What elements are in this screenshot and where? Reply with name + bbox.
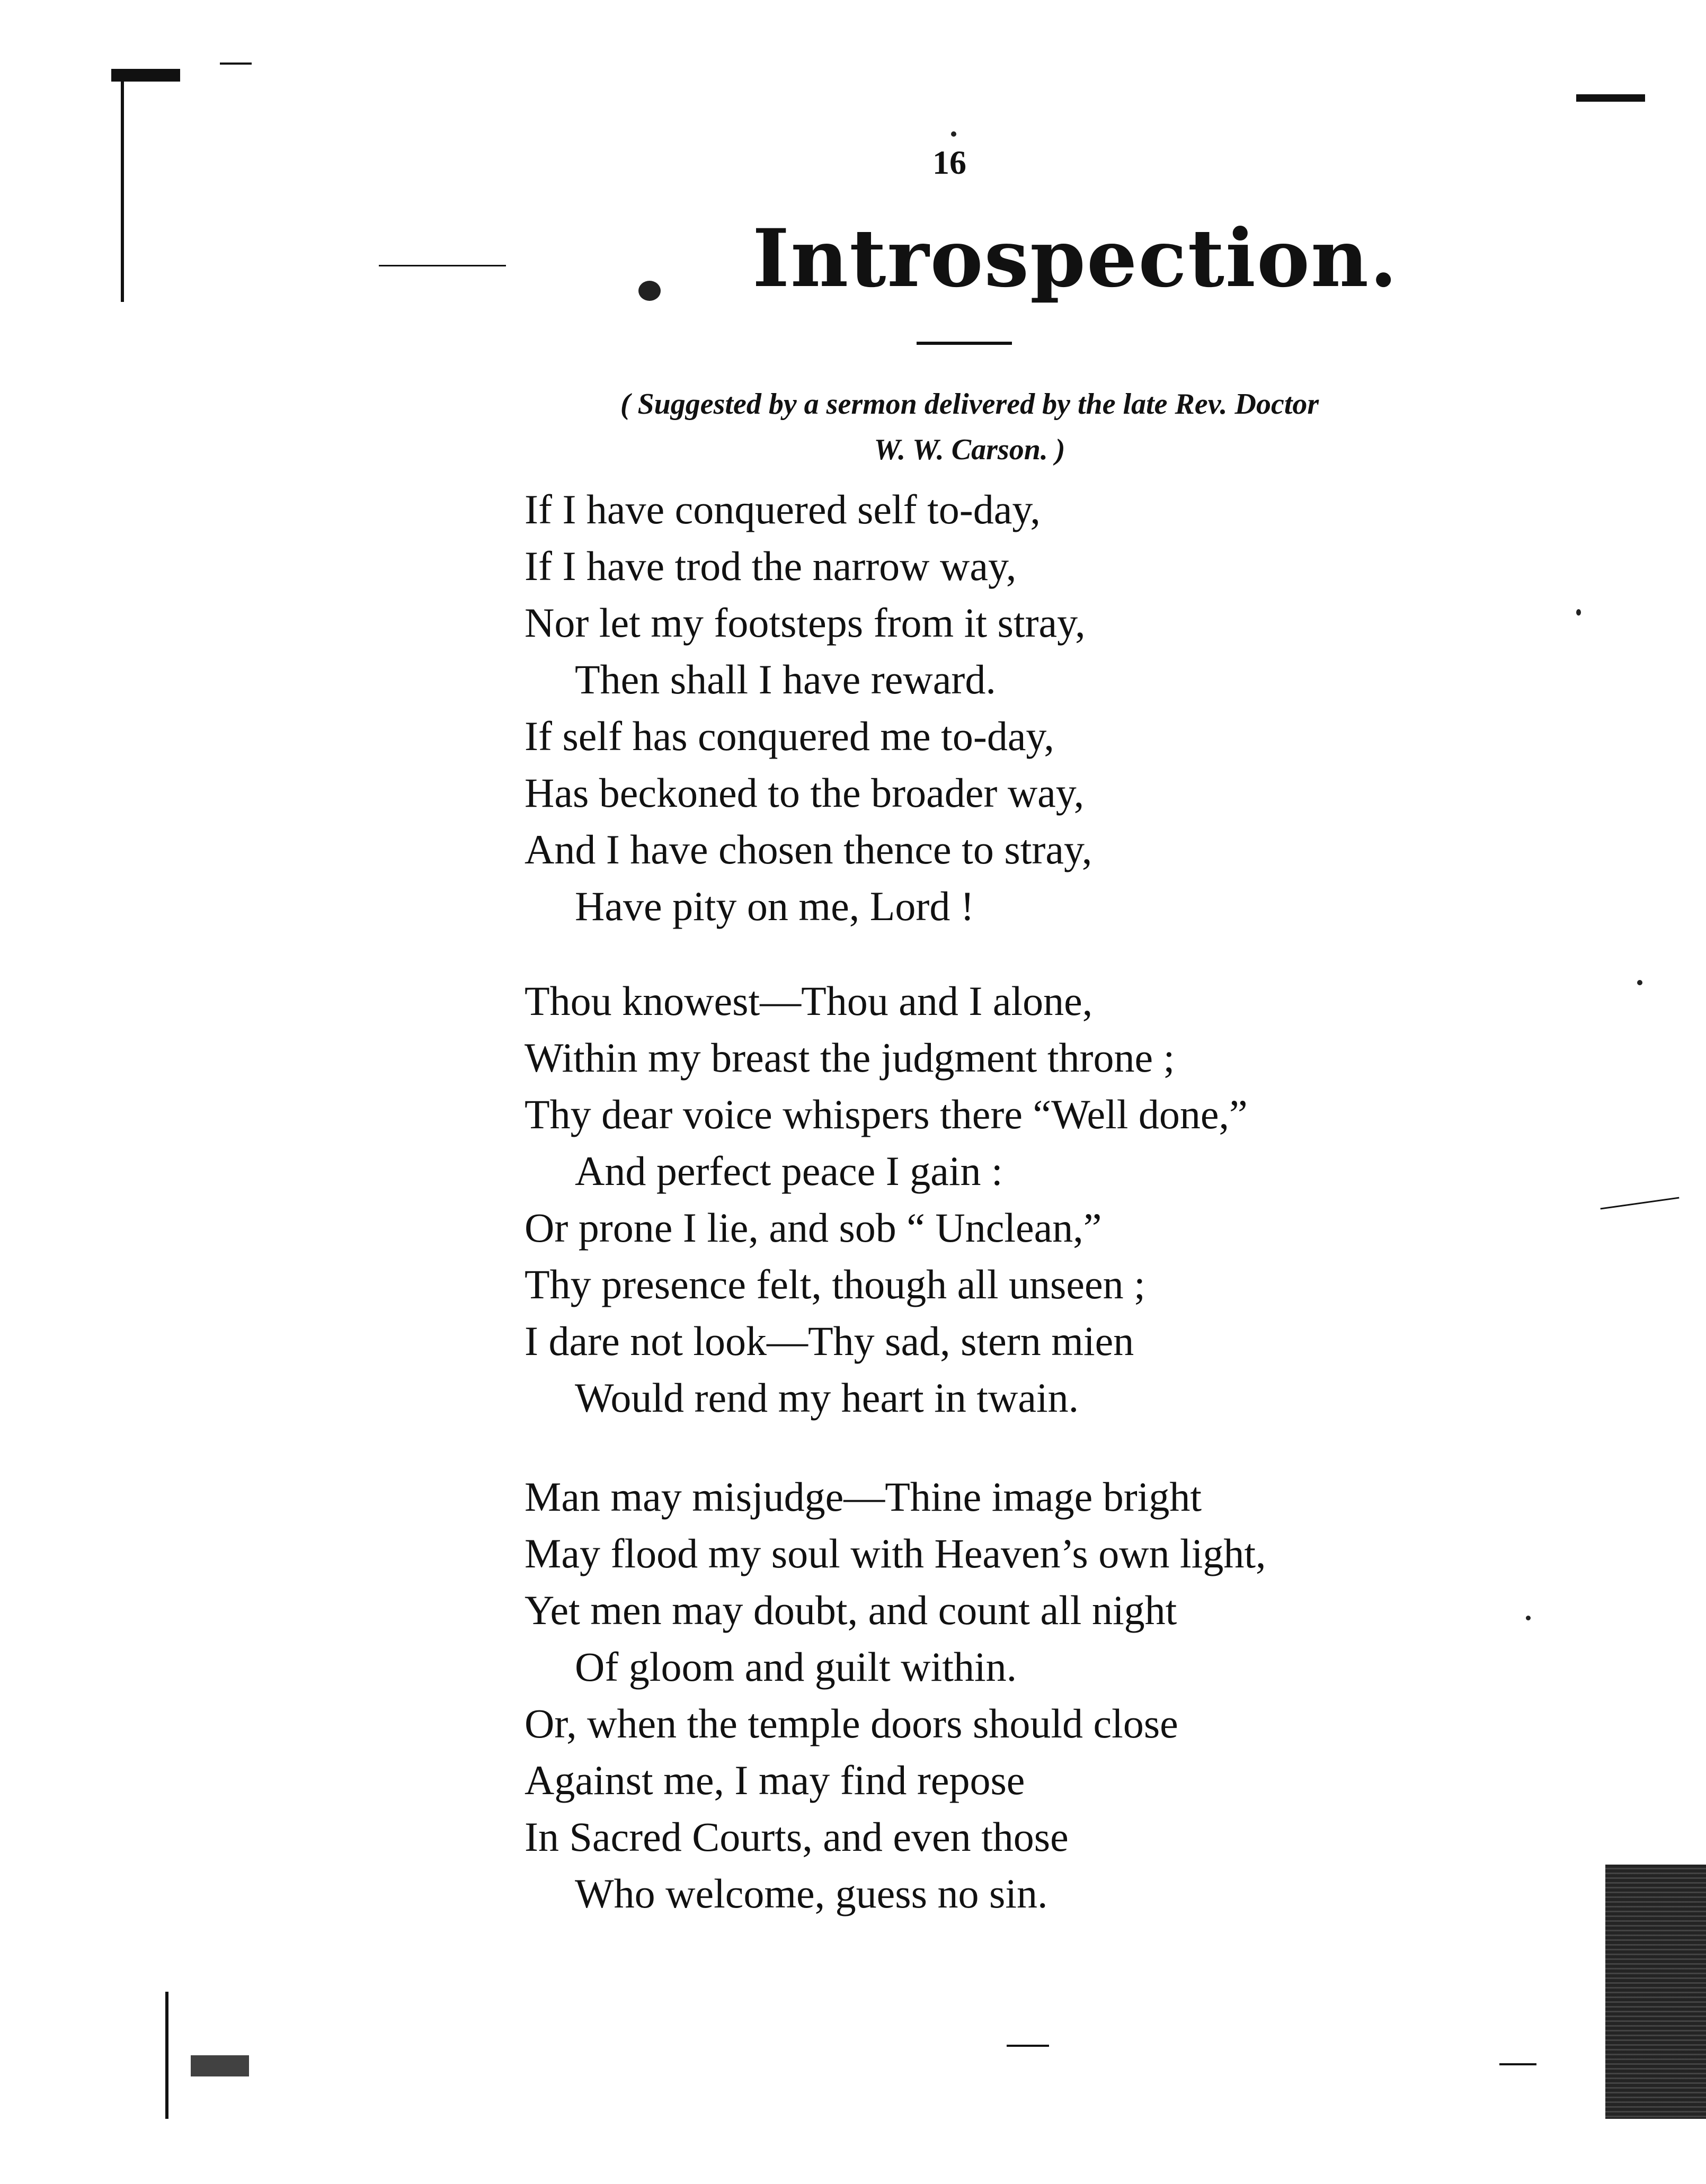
scan-speck <box>1637 980 1642 985</box>
subtitle-line: ( Suggested by a sermon delivered by the late Rev. Doctor <box>620 388 1319 421</box>
scan-right-edge-shadow <box>1605 1865 1706 2119</box>
scan-bottom-right-dash <box>1499 2063 1536 2065</box>
verse-line: If self has conquered me to-day, <box>525 713 1054 759</box>
subtitle-line: W. W. Carson. ) <box>874 433 1065 466</box>
stanza-2 <box>525 973 1478 1426</box>
verse-line: In Sacred Courts, and even those <box>525 1814 1069 1860</box>
verse-line: Of gloom and guilt within. <box>575 1644 1017 1690</box>
stanza-3 <box>525 1468 1478 1922</box>
stanza-1 <box>525 481 1478 934</box>
verse-line: Would rend my heart in twain. <box>575 1375 1079 1421</box>
scan-left-dash <box>220 63 252 65</box>
verse-line: Or, when the temple doors should close <box>525 1700 1178 1746</box>
scan-bottom-dash <box>1007 2045 1049 2047</box>
verse-line: Yet men may doubt, and count all night <box>525 1587 1177 1633</box>
scan-speck <box>951 131 956 137</box>
verse-line: Thy dear voice whispers there “Well done,” <box>525 1091 1248 1137</box>
scan-speck <box>1526 1616 1531 1620</box>
verse-line: If I have trod the narrow way, <box>525 543 1017 589</box>
scan-speck <box>1576 609 1581 616</box>
verse-line: I dare not look—Thy sad, stern mien <box>525 1318 1134 1364</box>
poem-title: Introspection. <box>752 212 1399 305</box>
scan-left-lower-bar <box>191 2055 249 2076</box>
scan-title-dash <box>379 265 506 266</box>
verse-line: Then shall I have reward. <box>575 656 996 702</box>
page-number: 16 <box>932 144 966 181</box>
title-rule <box>917 342 1012 345</box>
scan-left-lower-rule <box>165 1992 168 2119</box>
verse-line: And perfect peace I gain : <box>575 1148 1003 1194</box>
scan-right-bar <box>1576 94 1645 102</box>
poem-subtitle <box>509 381 1430 473</box>
verse-line: Thou knowest—Thou and I alone, <box>525 978 1093 1024</box>
verse-line: Against me, I may find repose <box>525 1757 1025 1803</box>
ink-blot <box>638 281 661 301</box>
verse-line: Has beckoned to the broader way, <box>525 770 1085 816</box>
verse-line: Nor let my footsteps from it stray, <box>525 600 1086 646</box>
verse-line: And I have chosen thence to stray, <box>525 826 1092 872</box>
verse-line: Have pity on me, Lord ! <box>575 883 974 929</box>
verse-line: If I have conquered self to-day, <box>525 486 1041 532</box>
verse-line: May flood my soul with Heaven’s own light, <box>525 1530 1266 1576</box>
verse-line: Thy presence felt, though all unseen ; <box>525 1261 1145 1307</box>
scan-right-dash <box>1601 1197 1680 1210</box>
verse-line: Man may misjudge—Thine image bright <box>525 1474 1202 1520</box>
verse-line: Or prone I lie, and sob “ Unclean,” <box>525 1205 1102 1251</box>
verse-line: Who welcome, guess no sin. <box>575 1870 1048 1916</box>
scan-left-rule <box>121 79 124 302</box>
verse-line: Within my breast the judgment throne ; <box>525 1035 1175 1081</box>
